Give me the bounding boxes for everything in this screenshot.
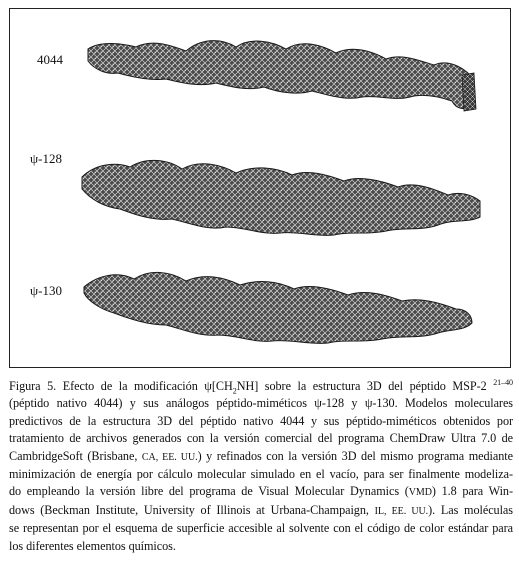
caption-line-6: minimización de energía por cálculo molecular simulado en el vacío, para ser finalmente modeliza-	[9, 467, 513, 482]
molecule-label-psi-128: ψ-128	[30, 151, 62, 166]
molecular-surface-illustrations	[10, 9, 511, 368]
caption-line-4: tratamiento de archivos generados con la versión comercial del programa ChemDraw Ultra 7.0 de	[9, 431, 513, 446]
figure-panel	[9, 8, 511, 368]
molecule-4044	[88, 41, 476, 111]
caption-line-10: los diferentes elementos químicos.	[9, 538, 176, 553]
caption-line-9: se representan por el esquema de superficie accesible al solvente con el código de color estándar para	[9, 521, 513, 536]
caption-line-3: predictivos de la estructura 3D del péptido nativo 4044 y sus péptido-miméticos obtenidos por	[9, 413, 513, 428]
figure-caption	[9, 378, 513, 555]
caption-line-8: dows (Beckman Institute, University of Illinois at Urbana-Champaign, IL, EE. UU.). Las moléculas	[9, 502, 513, 517]
molecule-psi-130	[84, 272, 472, 343]
caption-line-2: (péptido nativo 4044) y sus análogos péptido-miméticos ψ-128 y ψ-130. Modelos moleculares	[9, 396, 513, 411]
molecule-label-psi-130: ψ-130	[30, 283, 62, 298]
molecule-psi-128	[82, 160, 480, 235]
caption-line-1: Figura 5. Efecto de la modificación $\psi[CH_2NH]$ sobre la estructura 3D del péptido MSP-2 $^{21-40}$	[9, 377, 513, 396]
caption-line-7: do empleando la versión libre del programa de Visual Molecular Dynamics (VMD) 1.8 para Win-	[9, 484, 513, 499]
molecule-label-4044: 4044	[37, 52, 63, 67]
caption-line-5: CambridgeSoft (Brisbane, CA, EE. UU.) y refinados con la versión 3D del mismo programa mediante	[9, 448, 513, 463]
